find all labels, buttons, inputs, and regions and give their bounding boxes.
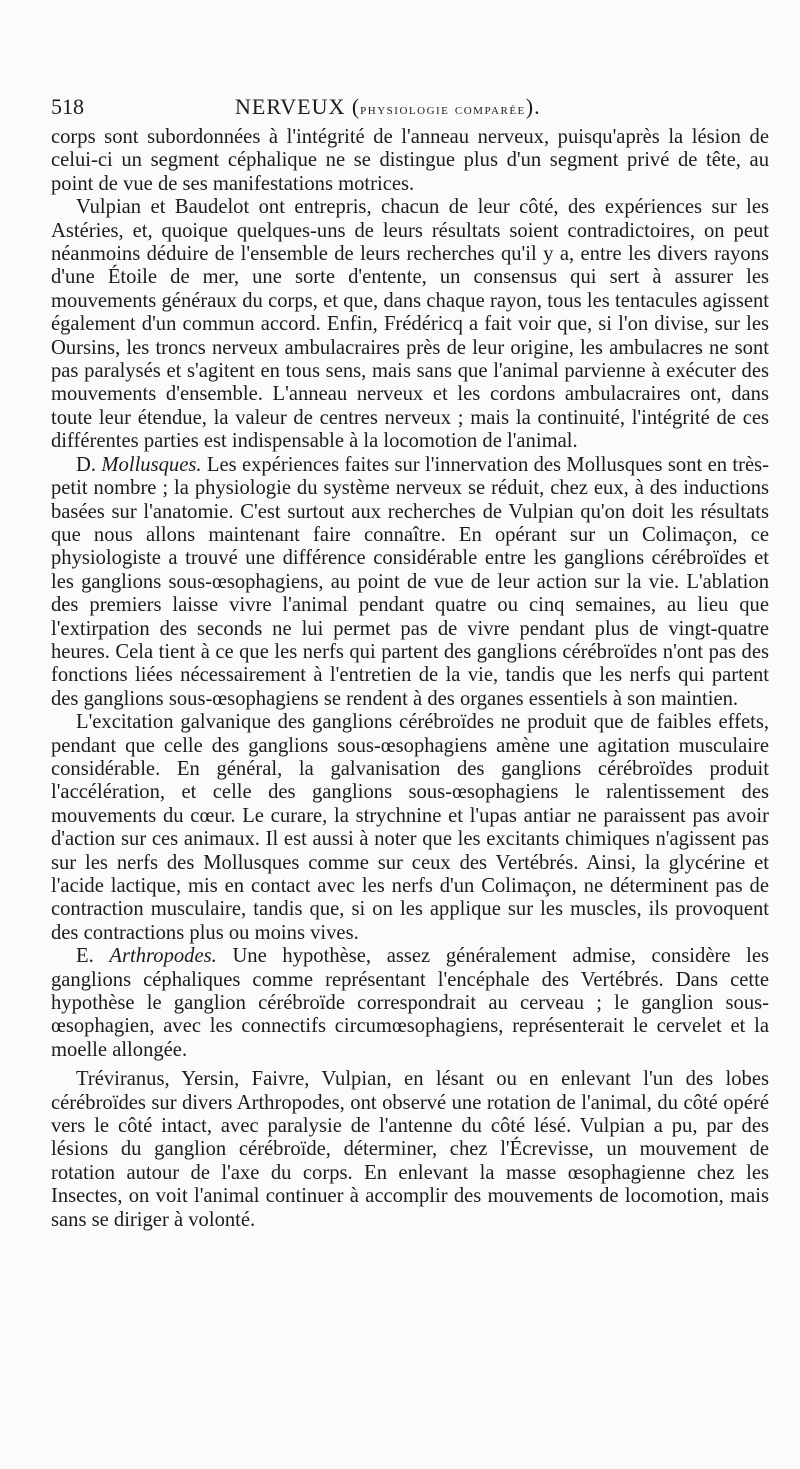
running-title-main: NERVEUX (235, 94, 346, 119)
paragraph-treviranus: Tréviranus, Yersin, Faivre, Vulpian, en lésant ou en enlevant l'un des lobes cérébroïdes sur divers Arthropodes, ont observé une rotation de l'animal, du côté opéré vers le côté intact, avec paralysie de l'antenne du côté lésé. Vulpian a pu, par des lésions du ganglion cérébroïde, déterminer, chez l'Écrevisse, un mouvement de rotation autour de l'axe du corps. En enlevant la masse œsophagienne chez les Insectes, on voit l'animal continuer à accomplir des mouvements de locomotion, mais sans se diriger à volonté. (51, 1068, 769, 1231)
running-head (51, 92, 771, 122)
paragraph-excitation: L'excitation galvanique des ganglions cérébroïdes ne produit que de faibles effets, pendant que celle des ganglions sous-œsophagiens amène une agitation musculaire considérable. En général, la galvanisation des ganglions cérébroïdes produit l'accélération, et celle des ganglions sous-œsophagiens le ralentissement des mouvements du cœur. Le curare, la strychnine et l'upas antiar ne paraissent pas avoir d'action sur ces animaux. Il est aussi à noter que les excitants chimiques n'agissent pas sur les nerfs des Mollusques comme sur ceux des Vertébrés. Ainsi, la glycérine et l'acide lactique, mis en contact avec les nerfs d'un Colimaçon, ne déterminent pas de contraction musculaire, tandis que, si on les applique sur les muscles, ils provoquent des contractions plus ou moins vives. (51, 711, 769, 944)
section-heading-mollusques: Mollusques. (101, 453, 202, 476)
section-heading-arthropodes: Arthropodes. (109, 945, 217, 968)
section-letter-d: D. (76, 453, 97, 476)
paragraph-arthropodes (51, 945, 769, 1062)
paragraph-mollusques (51, 454, 769, 711)
running-title (235, 92, 541, 125)
section-letter-e: E. (76, 945, 94, 968)
subtitle-close-paren: ). (525, 94, 541, 119)
paragraph-arthropodes-text: Une hypothèse, assez généralement admise, considère les ganglions céphaliques comme représentant l'encéphale des Vertébrés. Dans cette hypothèse le ganglion cérébroïde correspondrait au cerveau ; le ganglion sous-œsophagien, avec les connectifs circumœsophagiens, représenterait le cervelet et la moelle allongée. (51, 945, 769, 1061)
body-text (51, 126, 769, 1232)
subtitle-text: physiologie comparée (360, 101, 526, 118)
subtitle-open-paren: ( (351, 94, 361, 119)
paragraph-asteries: Vulpian et Baudelot ont entrepris, chacun de leur côté, des expériences sur les Astéries, et, quoique quelques-uns de leurs résultats soient contradictoires, on peut néanmoins déduire de l'ensemble de leurs recherches qu'il y a, entre les divers rayons d'une Étoile de mer, une sorte d'entente, un consensus qui sert à assurer les mouvements généraux du corps, et que, dans chaque rayon, tous les tentacules agissent également d'un commun accord. Enfin, Frédéricq a fait voir que, si l'on divise, sur les Oursins, les troncs nerveux ambulacraires près de leur origine, les ambulacres ne sont pas paralysés et s'agitent en tous sens, mais sans que l'animal parvienne à exécuter des mouvements d'ensemble. L'anneau nerveux et les cordons ambulacraires ont, dans toute leur étendue, la valeur de centres nerveux ; mais la continuité, l'intégrité de ces différentes parties est indispensable à la locomotion de l'animal. (51, 196, 769, 453)
paragraph-mollusques-text: Les expériences faites sur l'innervation des Mollusques sont en très-petit nombre ; la physiologie du système nerveux se réduit, chez eux, à des inductions basées sur l'anatomie. C'est surtout aux recherches de Vulpian qu'on doit les résultats que nous allons maintenant faire connaître. En opérant sur un Colimaçon, ce physiologiste a trouvé une différence considérable entre les ganglions cérébroïdes et les ganglions sous-œsophagiens, au point de vue de leur action sur la vie. L'ablation des premiers laisse vivre l'animal pendant quatre ou cinq semaines, au lieu que l'extirpation des seconds ne lui permet pas de vivre pendant plus de vingt-quatre heures. Cela tient à ce que les nerfs qui partent des ganglions cérébroïdes n'ont pas des fonctions liées nécessairement à l'entretien de la vie, tandis que les nerfs qui partent des ganglions sous-œsophagiens se rendent à des organes essentiels à son maintien. (51, 453, 769, 710)
running-title-subtitle (352, 94, 541, 119)
paragraph-continued: corps sont subordonnées à l'intégrité de l'anneau nerveux, puisqu'après la lésion de celui-ci un segment céphalique ne se distingue plus d'un segment privé de tête, au point de vue de ses manifestations motrices. (51, 126, 769, 195)
page-number: 518 (51, 94, 84, 119)
